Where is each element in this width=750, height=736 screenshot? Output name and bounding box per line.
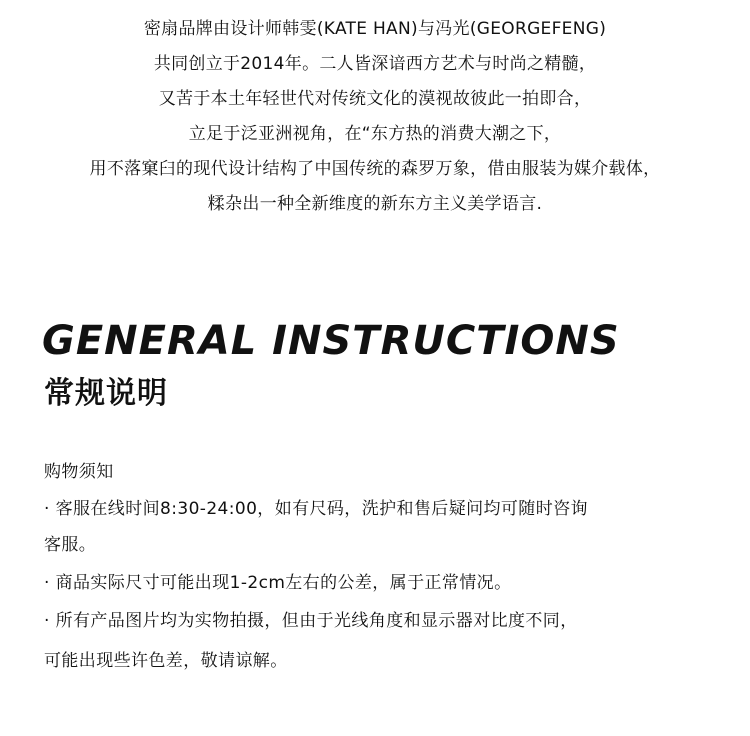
intro-line: 密扇品牌由设计师韩雯(KATE HAN)与冯光(GEORGEFENG)	[143, 19, 607, 39]
note-line: · 客服在线时间8:30-24:00，如有尺码，洗护和售后疑问均可随时咨询	[44, 499, 588, 519]
intro-line: 又苦于本土年轻世代对传统文化的漠视故彼此一拍即合，	[158, 89, 592, 109]
intro-line: 用不落窠臼的现代设计结构了中国传统的森罗万象，借由服装为媒介载体，	[89, 159, 661, 179]
intro-line: 糅杂出一种全新维度的新东方主义美学语言.	[207, 194, 543, 214]
note-line: · 商品实际尺寸可能出现1-2cm左右的公差，属于正常情况。	[44, 573, 512, 593]
shopping-notes	[44, 460, 724, 673]
section-title-zh: 常规说明	[44, 376, 168, 411]
note-line: 可能出现些许色差，敬请谅解。	[44, 651, 288, 671]
section-title-en: GENERAL INSTRUCTIONS	[42, 318, 620, 364]
intro-line: 共同创立于2014年。二人皆深谙西方艺术与时尚之精髓，	[153, 54, 597, 74]
note-line: 客服。	[44, 535, 97, 555]
notes-heading: 购物须知	[44, 462, 114, 482]
intro-line: 立足于泛亚洲视角，在“东方热的消费大潮之下，	[188, 124, 562, 144]
note-line: · 所有产品图片均为实物拍摄，但由于光线角度和显示器对比度不同，	[44, 611, 578, 631]
brand-intro	[0, 20, 750, 230]
